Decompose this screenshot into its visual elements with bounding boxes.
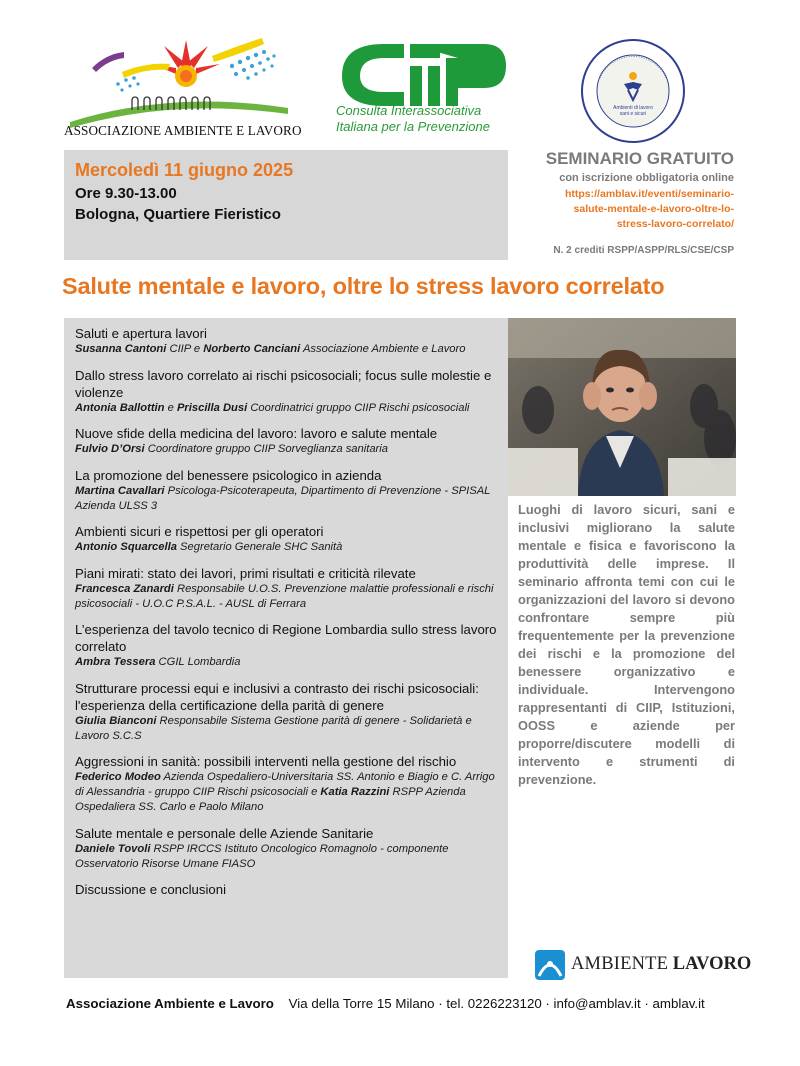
- program-item-title: Aggressioni in sanità: possibili interventi nella gestione del rischio: [75, 754, 457, 769]
- event-time: Ore 9.30-13.00: [75, 185, 177, 202]
- program-list: [75, 325, 500, 908]
- speaker-name: Antonio Squarcella: [75, 541, 177, 553]
- program-item: [75, 753, 500, 815]
- speaker-name: Priscilla Dusi: [176, 401, 248, 414]
- program-item-speakers: [75, 442, 500, 457]
- speaker-affiliation: RSPP IRCCS Istituto Oncologico Romagnolo - componente Osservatorio Risorse Umane FIASO: [75, 842, 449, 870]
- program-item: [75, 621, 500, 670]
- speaker-name: Susanna Cantoni: [75, 343, 167, 355]
- speaker-name: Martina Cavallari: [75, 484, 165, 497]
- speaker-name: Daniele Tovoli: [75, 842, 151, 855]
- speaker-affiliation: RSPP Azienda Ospedaliera SS. Carlo e Paolo Milano: [75, 786, 466, 813]
- program-item: [75, 825, 500, 872]
- svg-text:sani e sicuri: sani e sicuri: [619, 111, 647, 117]
- seminar-description: Luoghi di lavoro sicuri, sani e inclusivi migliorano la salute mentale e fisica e favoriscono la produttività delle imprese. Il seminario affronta temi con cui le organizzazioni del lavoro si devono confrontare sempre più frequentemente per la prevenzione dei rischi e la promozione del benessere organizzativo e individuale. Intervengono rappresentanti di CIIP, Istituzioni, OOSS e aziende per proporre/discutere modelli di intervento e strumenti di prevenzione.: [518, 502, 735, 787]
- program-item: [75, 425, 500, 457]
- speaker-affiliation: CIIP e: [166, 343, 204, 355]
- program-item-title: Salute mentale e personale delle Aziende Sanitarie: [75, 825, 374, 841]
- speaker-name: Giulia Bianconi: [75, 714, 157, 727]
- footer: [66, 996, 705, 1011]
- program-item: [75, 367, 500, 416]
- program-item-title: Piani mirati: stato dei lavori, primi risultati e criticità rilevate: [75, 565, 416, 581]
- program-item-title: Dallo stress lavoro correlato ai rischi psicosociali; focus sulle molestie e violenze: [75, 367, 492, 400]
- campaign-badge-logo: [580, 38, 686, 144]
- speaker-name: Fulvio D’Orsi: [75, 443, 145, 455]
- logo-word-ambiente: AMBIENTE: [571, 954, 669, 974]
- program-item: [75, 881, 500, 898]
- registration-link-line1[interactable]: https://amblav.it/eventi/seminario-: [564, 188, 734, 200]
- speaker-affiliation: Associazione Ambiente e Lavoro: [300, 343, 466, 355]
- speaker-name: Ambra Tessera: [75, 656, 156, 668]
- program-item-speakers: [75, 484, 500, 514]
- speaker-affiliation: Coordinatore gruppo CIIP Sorveglianza sanitaria: [144, 443, 388, 455]
- program-item: [75, 523, 500, 555]
- ambiente-lavoro-logo-text: [571, 954, 751, 975]
- stressed-worker-photo: [508, 318, 736, 496]
- associazione-logo-text: ASSOCIAZIONE AMBIENTE E LAVORO: [64, 123, 302, 138]
- program-item-title: La promozione del benessere psicologico in azienda: [75, 467, 382, 483]
- program-item-speakers: [75, 582, 500, 612]
- event-date: Mercoledì 11 giugno 2025: [75, 160, 294, 180]
- speaker-name: Norberto Canciani: [203, 343, 301, 355]
- event-place: Bologna, Quartiere Fieristico: [75, 206, 281, 223]
- speaker-affiliation: CGIL Lombardia: [155, 656, 241, 668]
- speaker-affiliation: e: [164, 401, 177, 414]
- program-item: [75, 680, 500, 744]
- speaker-name: Antonia Ballottin: [75, 401, 165, 414]
- ciip-subtitle-line2: Italiana per la Prevenzione: [336, 119, 490, 134]
- program-item-speakers: [75, 401, 500, 416]
- program-item-speakers: [75, 770, 500, 815]
- logo-word-lavoro: LAVORO: [672, 954, 752, 974]
- program-item-title: Discussione e conclusioni: [75, 882, 226, 897]
- ciip-subtitle-line1: Consulta Interassociativa: [336, 103, 482, 118]
- seminar-title: SEMINARIO GRATUITO: [545, 149, 734, 168]
- speaker-name: Francesca Zanardi: [75, 582, 174, 595]
- program-item-title: Saluti e apertura lavori: [75, 326, 207, 341]
- program-item-speakers: [75, 655, 500, 670]
- credits-info: N. 2 crediti RSPP/ASPP/RLS/CSE/CSP: [553, 245, 734, 256]
- speaker-name: Katia Razzini: [320, 786, 390, 798]
- program-item: [75, 467, 500, 514]
- speaker-name: Federico Modeo: [75, 771, 161, 783]
- registration-link-line2[interactable]: salute-mentale-e-lavoro-oltre-lo-: [573, 203, 734, 215]
- program-item-title: Nuove sfide della medicina del lavoro: lavoro e salute mentale: [75, 426, 438, 441]
- footer-org: Associazione Ambiente e Lavoro: [66, 996, 274, 1011]
- speaker-affiliation: Responsabile Sistema Gestione parità di genere - Solidarietà e Lavoro S.C.S: [75, 714, 472, 742]
- program-item-title: L’esperienza del tavolo tecnico di Regione Lombardia sullo stress lavoro correlato: [75, 622, 497, 654]
- speaker-affiliation: Coordinatrici gruppo CIIP Rischi psicosociali: [247, 401, 470, 414]
- footer-contacts[interactable]: Via della Torre 15 Milano · tel. 0226223120 · info@amblav.it · amblav.it: [288, 996, 705, 1011]
- program-item-speakers: [75, 842, 500, 872]
- program-item-speakers: [75, 342, 500, 357]
- program-item-speakers: [75, 714, 500, 744]
- program-item: [75, 565, 500, 612]
- speaker-affiliation: Azienda Ospedaliero-Universitaria SS. Antonio e Biagio e C. Arrigo di Alessandria - gruppo CIIP Rischi psicosociali e: [75, 771, 495, 798]
- program-item-title: Ambienti sicuri e rispettosi per gli operatori: [75, 524, 324, 539]
- speaker-affiliation: Responsabile U.O.S. Prevenzione malattie professionali e rischi psicosociali - U.O.C P.S.A.L. - AUSL di Ferrara: [75, 582, 494, 610]
- main-title: Salute mentale e lavoro, oltre lo stress lavoro correlato: [62, 273, 665, 299]
- seminar-registration: con iscrizione obbligatoria online: [559, 172, 734, 184]
- program-item-title: Strutturare processi equi e inclusivi a contrasto dei rischi psicosociali: l'esperienza della certificazione della parità di genere: [75, 680, 479, 713]
- speaker-affiliation: Segretario Generale SHC Sanità: [176, 541, 343, 553]
- svg-text:Ambienti di lavoro: Ambienti di lavoro: [613, 105, 653, 111]
- registration-link-line3[interactable]: stress-lavoro-correlato/: [616, 218, 734, 230]
- speaker-affiliation: Psicologa-Psicoterapeuta, Dipartimento di Prevenzione - SPISAL Azienda ULSS 3: [75, 484, 491, 512]
- program-item-speakers: [75, 540, 500, 555]
- program-item: [75, 325, 500, 357]
